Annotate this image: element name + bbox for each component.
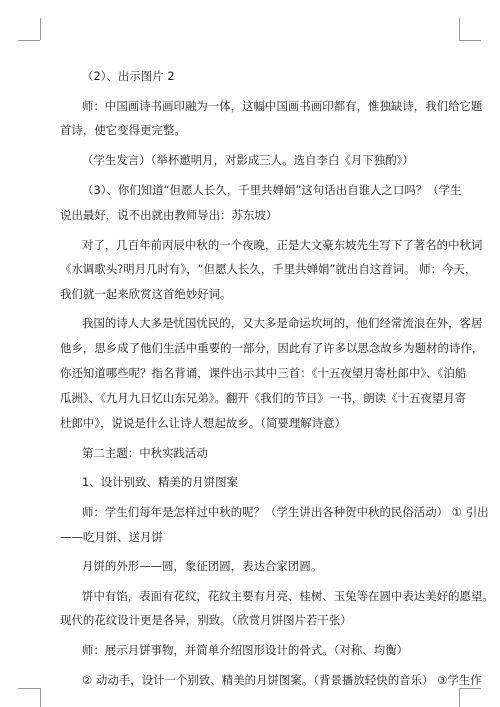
- body-line: ② 动动手，设计一个别致、精美的月饼图案。（背景播放轻快的音乐） ③学生作: [82, 673, 482, 687]
- crop-mark-bottom-right: [459, 688, 481, 689]
- crop-mark-bottom-left: [40, 688, 41, 707]
- crop-mark-bottom-right: [459, 688, 460, 707]
- body-line: 师：中国画诗书画印融为一体，这幅中国画书画印都有，惟独缺诗，我们给它题: [82, 99, 483, 113]
- body-line: 1、设计别致、精美的月饼图案: [82, 475, 239, 489]
- body-line: （学生发言）（举杯邀明月，对影成三人。选自李白《月下独酌》）: [82, 153, 414, 167]
- section-heading: 第二主题：中秋实践活动: [82, 446, 208, 460]
- body-line: 饼中有馅，表面有花纹，花纹主要有月亮、桂树、玉兔等在圆中表达美好的愿望。: [82, 589, 494, 603]
- crop-mark-bottom-left: [18, 688, 40, 689]
- body-line: 现代的花纹设计更是各异，别致。（欣赏月饼图片若干张）: [60, 613, 352, 627]
- body-line: 对了，几百年前丙辰中秋的一个夜晚，正是大文豪东坡先生写下了著名的中秋词: [82, 238, 483, 252]
- body-line: （3）、你们知道“但愿人长久，千里共婵娟”这句话出自谁人之口吗？（学生: [82, 183, 462, 197]
- crop-mark-top-right: [459, 18, 460, 40]
- body-line: ——吃月饼、送月饼: [60, 530, 163, 544]
- body-line: 说出最好，说不出就由教师导出：苏东坡）: [60, 208, 278, 222]
- body-line: 师：学生们每年是怎样过中秋的呢？（学生讲出各种贺中秋的民俗活动） ① 引出: [82, 505, 489, 519]
- body-line: 首诗，使它变得更完整。: [60, 123, 186, 137]
- crop-mark-top-right: [459, 40, 481, 41]
- body-line: 《水调歌头?明月几时有》，“但愿人长久，千里共婵娟”就出自这首词。 师：今天，: [60, 262, 477, 276]
- body-line: 我们就一起来欣赏这首绝妙好词。: [60, 287, 232, 301]
- body-line: 我国的诗人大多是忧国忧民的，又大多是命运坎坷的，他们经常流浪在外，客居: [82, 316, 483, 330]
- body-line: 师：展示月饼事物，并简单介绍图形设计的骨式。（对称、均衡）: [82, 643, 409, 657]
- body-line: 杜郎中》，说说是什么让诗人想起故乡。（简要理解诗意）: [60, 416, 347, 430]
- crop-mark-top-left: [18, 40, 40, 41]
- body-line: （2）、出示图片 2: [82, 69, 175, 83]
- body-line: 他乡，思乡成了他们生活中重要的一部分，因此有了许多以思念故乡为题材的诗作，: [60, 341, 484, 355]
- crop-mark-top-left: [40, 18, 41, 40]
- body-line: 你还知道哪些呢？指名背诵，课件出示其中三首：《十五夜望月寄杜郎中》、《泊船: [60, 366, 467, 380]
- body-line: 月饼的外形——圆，象征团圆，表达合家团圆。: [82, 559, 323, 573]
- body-line: 瓜洲》、《九月九日忆山东兄弟》。翻开《我们的节日》一书，朗读《十五夜望月寄: [60, 391, 467, 405]
